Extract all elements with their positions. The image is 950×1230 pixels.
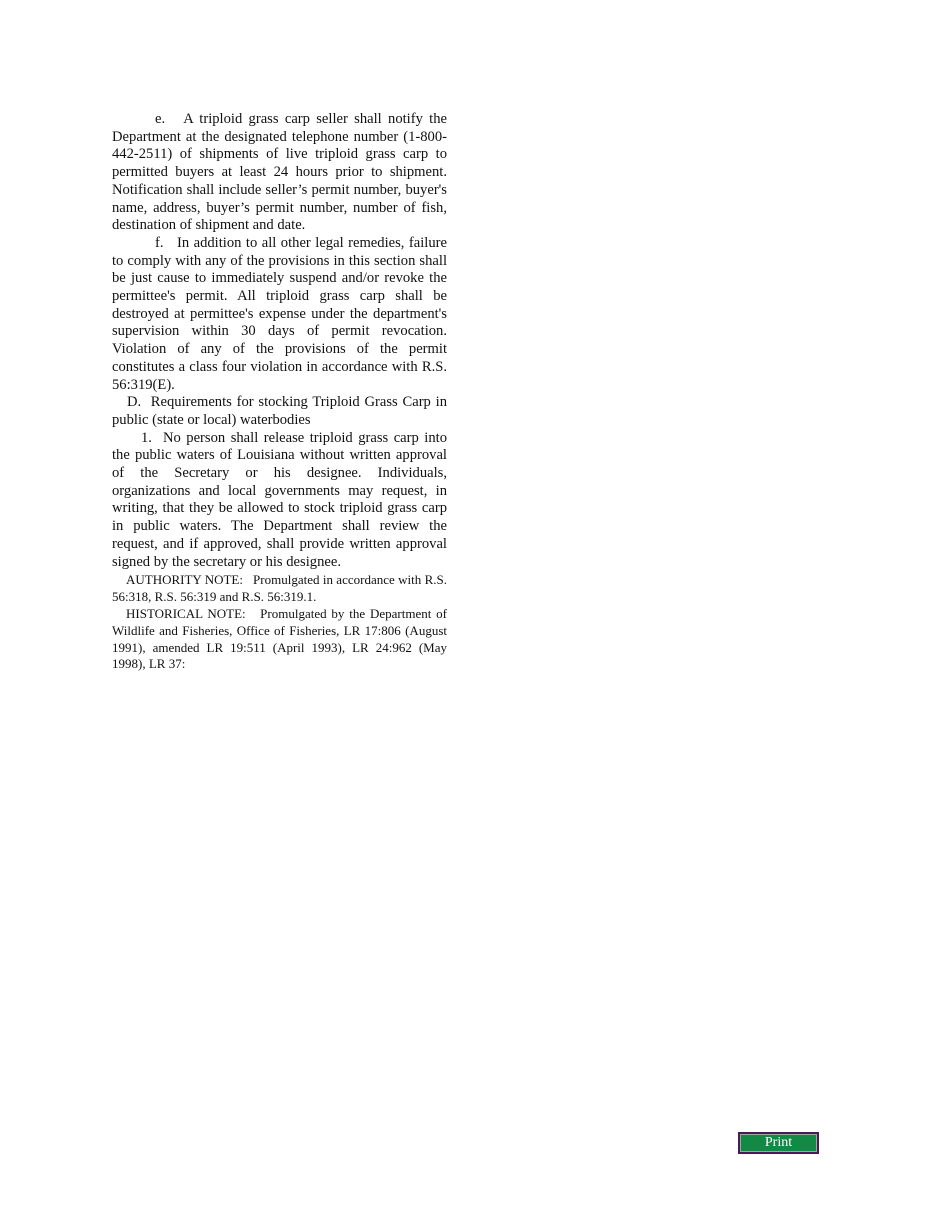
section-heading-d xyxy=(112,394,447,429)
paragraph-marker: e. xyxy=(155,111,166,127)
paragraph-text: No person shall release triploid grass carp into the public waters of Louisiana without written approval of the Secretary or his designee. Individuals, organizations and local governments may request, in writing, that they be allowed to stock triploid grass carp in public waters. The Department shall review the request, and if approved, shall provide written approval signed by the secretary or his designee. xyxy=(112,429,448,570)
paragraph-f xyxy=(112,235,447,394)
paragraph-e xyxy=(112,111,447,235)
note-label: AUTHORITY NOTE: xyxy=(126,572,243,588)
authority-note xyxy=(112,572,447,605)
note-label: HISTORICAL NOTE: xyxy=(126,606,246,622)
historical-note xyxy=(112,606,447,672)
paragraph-marker: f. xyxy=(155,234,164,251)
paragraph-text: Requirements for stocking Triploid Grass Carp in public (state or local) waterbodies xyxy=(112,394,447,428)
paragraph-marker: 1. xyxy=(141,429,152,446)
paragraph-text: In addition to all other legal remedies, failure to comply with any of the provisions in this section shall be just cause to immediately suspend and/or revoke the permittee's permit. All triploid grass carp shall be destroyed at permittee's expense under the department's supervision within 30 days of permit revocation. Violation of any of the provisions of the permit constitutes a class four violation in accordance with R.S. 56:319(E). xyxy=(112,234,447,393)
document-column xyxy=(112,111,447,673)
paragraph-1 xyxy=(112,430,447,572)
note-text: Promulgated in accordance with R.S. 56:318, R.S. 56:319 and R.S. 56:319.1. xyxy=(112,572,447,604)
paragraph-text: A triploid grass carp seller shall notify the Department at the designated telephone number (1-800-442-2511) of shipments of live triploid grass carp to permitted buyers at least 24 hours prior to shipment. Notification shall include seller’s permit number, buyer's name, address, buyer’s permit number, number of fish, destination of shipment and date. xyxy=(112,111,448,234)
print-button[interactable]: Print xyxy=(738,1132,819,1154)
note-text: Promulgated by the Department of Wildlife and Fisheries, Office of Fisheries, LR 17:806 (August 1991), amended LR 19:511 (April 1993), LR 24:962 (May 1998), LR 37: xyxy=(112,606,448,672)
paragraph-marker: D. xyxy=(127,394,142,411)
